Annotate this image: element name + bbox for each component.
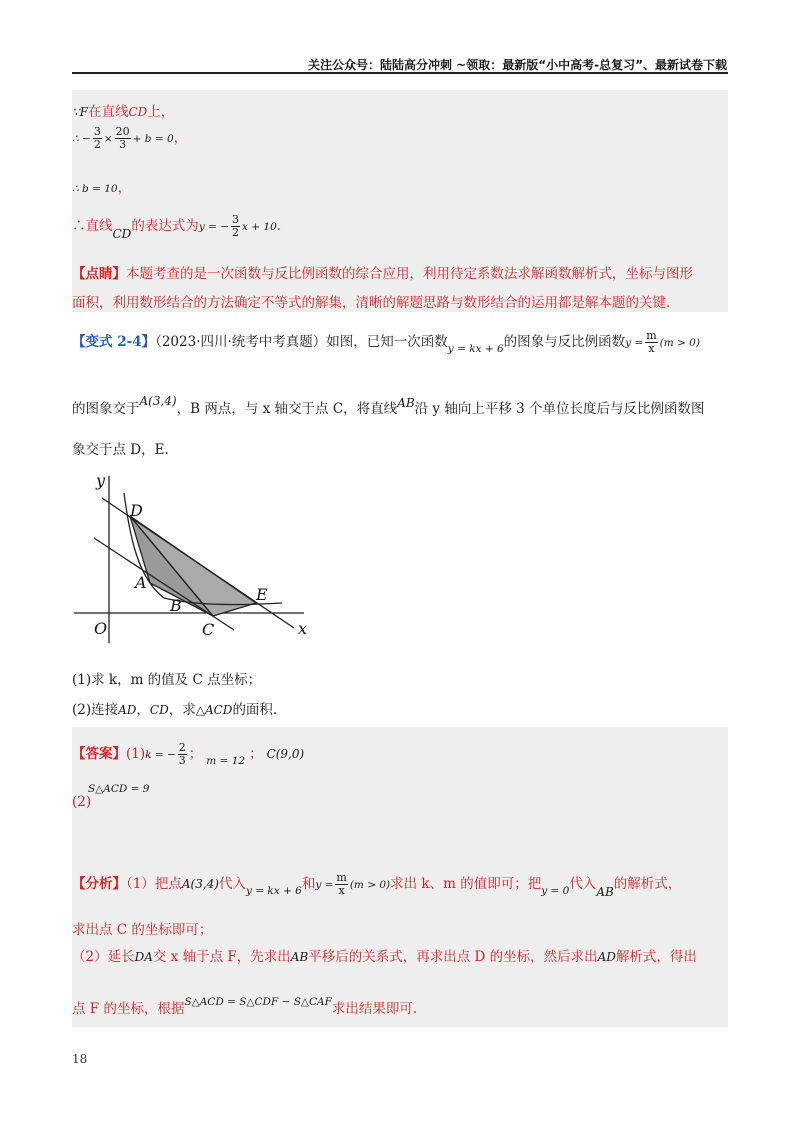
- analysis-line-4: 点 F 的坐标，根据$^{S\triangle ACD = S\triangle CDF - S\triangle CAF}$求出结果即可.: [72, 996, 418, 1017]
- problem-line-2: 的图象交于A(3,4)，B 两点，与 x 轴交于点 C，将直线AB沿 y 轴向上平移 3 个单位长度后与反比例函数图: [72, 394, 705, 417]
- analysis-line-3: （2）延长DA交 x 轴于点 F，先求出AB平移后的关系式，再求出点 D 的坐标，然后求出AD解析式，得出: [72, 949, 697, 965]
- label-d: D: [130, 501, 143, 520]
- problem-line-3: 象交于点 D，E.: [72, 442, 169, 458]
- fraction: $\frac{m}{x}$: [646, 329, 657, 355]
- answer-line-1: 【答案】(1)k = − $\frac{2}{3}$ ； $_{m = 12}$ ； C(9,0): [72, 741, 305, 767]
- label-e: E: [256, 585, 268, 604]
- fraction: $\frac{2}{3}$: [178, 741, 186, 767]
- analysis-line-2: 求出点 C 的坐标即可；: [72, 922, 213, 938]
- fraction: $\frac{20}{3}$: [115, 125, 130, 151]
- label-a: A: [135, 573, 147, 592]
- fraction: $\frac{m}{x}$: [336, 871, 347, 897]
- fraction: $\frac{3}{2}$: [232, 213, 240, 239]
- question-1: (1)求 k，m 的值及 C 点坐标；: [72, 672, 262, 688]
- comment-line-2: 面积，利用数形结合的方法确定不等式的解集，清晰的解题思路与数形结合的运用都是解本题的关键.: [72, 295, 671, 311]
- label-x: x: [298, 619, 308, 638]
- solution-line-4: ∴直线CD的表达式为y = − $\frac{3}{2}$ x + 10．: [72, 213, 291, 241]
- fraction: $\frac{3}{2}$: [93, 125, 101, 151]
- page-number: 18: [72, 1052, 88, 1066]
- question-2: (2)连接AD，CD，求△ACD的面积.: [72, 702, 278, 718]
- label-o: O: [94, 619, 108, 638]
- analysis-line-1: 【分析】（1）把点A(3,4)代入$_{y = kx + 6}$和y = $\frac{m}{x}$ (m > 0)求出 k、m 的值即可；把$_{y = 0}$代入AB的解析式，: [72, 871, 682, 899]
- answer-line-2: S△ACD = 9: [88, 783, 150, 795]
- function-graph-figure: [72, 468, 322, 648]
- solution-line-1: ∵F在直线CD上，: [72, 104, 175, 120]
- comment-line-1: 【点睛】本题考查的是一次函数与反比例函数的综合应用，利用待定系数法求解函数解析式，坐标与图形: [72, 266, 693, 282]
- label-b: B: [170, 596, 182, 615]
- header-rule: [72, 72, 728, 74]
- label-y: y: [96, 471, 106, 490]
- solution-line-2: ∴ − $\frac{3}{2}$ × $\frac{20}{3}$ + b = 0，: [72, 125, 188, 151]
- answer-part-2-label: (2): [72, 794, 92, 810]
- problem-line-1: 【变式 2-4】（2023·四川·统考中考真题）如图，已知一次函数$_{y = kx + 6}$的图象与反比例函数y = $\frac{m}{x}$ (m > 0): [72, 329, 700, 355]
- label-c: C: [202, 620, 215, 639]
- solution-line-3: ∴ b = 10，: [72, 180, 132, 196]
- page-header: 关注公众号：陆陆高分冲刺 ~领取：最新版“小中高考-总复习”、最新试卷下载: [308, 58, 727, 72]
